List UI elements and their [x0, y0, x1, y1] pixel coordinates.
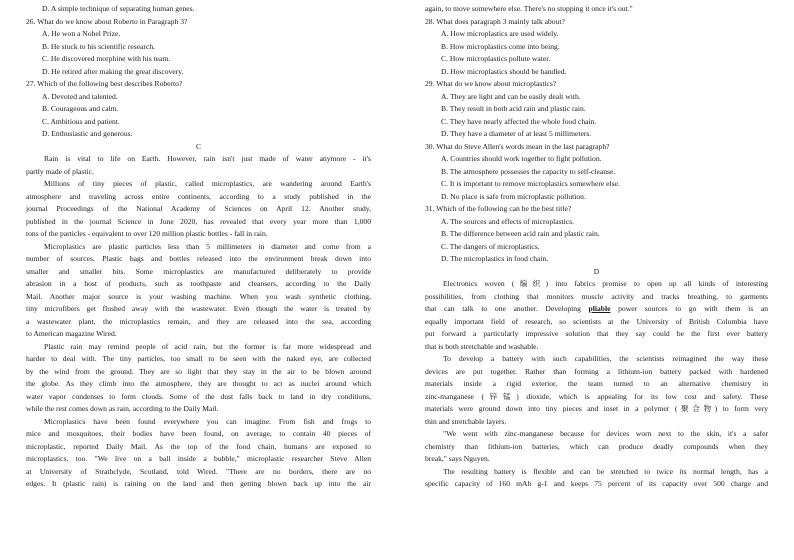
left-text-line: 26. What do we know about Roberto in Paragraph 3?: [26, 16, 188, 26]
left-text-line: D. A simple technique of separating human genes.: [42, 4, 195, 13]
left-text-line: B. He stuck to his scientific research.: [42, 41, 156, 51]
right-text-line: chemistry than lithium-ion batteries, which can produce deadly compounds when they: [425, 441, 768, 451]
left-text-line: atmosphere and traveling across entire continents, according to a study published in the: [26, 191, 371, 201]
right-text-line: C. They have nearly affected the whole food chain.: [441, 116, 597, 126]
left-text-line: Rain is vital to life on Earth. However, rain isn't just made of water anymore - it's: [44, 154, 371, 163]
right-text-line: A. How microplastics are used widely.: [441, 29, 559, 38]
highlighted-word: pliable: [588, 304, 611, 313]
right-text-line: D. They have a diameter of at least 5 millimeters.: [441, 129, 592, 138]
right-text-line: A. They are light and can be easily dealt with.: [441, 91, 581, 101]
left-text-line: B. Courageous and calm.: [42, 104, 119, 113]
left-text-line: at University of Strathclyde, Scotland, told Wired. "There are no borders, there are no: [26, 466, 371, 476]
right-text-line: C. How microplastics pollute water.: [441, 54, 551, 63]
left-text-line: journal Proceedings of the National Academy of Sciences on April 12. Another study,: [26, 204, 371, 213]
right-text-line: A. The sources and effects of microplastics.: [441, 216, 574, 226]
right-text-line: thin and stretchable layers.: [425, 416, 507, 426]
right-text-line: that can talk to one another. Developing pliable power sources to go with them is an: [425, 304, 768, 313]
right-text-line: C. It is important to remove microplastics somewhere else.: [441, 179, 620, 188]
right-text-line: specific capacity of 160 mAh g-1 and keeps 75 percent of its capacity over 500 charge and: [425, 479, 768, 488]
right-text-line: D. The microplastics in food chain.: [441, 254, 549, 263]
left-text-line: 27. Which of the following best describes Roberto?: [26, 79, 183, 88]
right-text-line: "We went with zinc-manganese because for devices worn next to the skin, it's a safer: [443, 429, 768, 438]
left-text-line: D. He retired after making the great discovery.: [42, 66, 184, 76]
left-text-line: A. Devoted and talented.: [42, 91, 118, 101]
left-text-line: harder to deal with. The tiny particles, too small to be seen with the naked eye, are collected: [26, 354, 371, 363]
right-text-line: 30. What do Steve Allen's words mean in the last paragraph?: [425, 141, 610, 151]
right-text-line: zinc-manganese (锌锰) dioxide, which is appealing for its low cost and safety. These: [425, 391, 768, 401]
right-text-line: B. The difference between acid rain and plastic rain.: [441, 229, 600, 238]
right-text-line: again, to move somewhere else. There's no stopping it once it's out.": [425, 4, 633, 13]
left-column: [26, 3, 371, 491]
left-text-line: Mail. Another major source is your washing machine. When you wash synthetic clothing,: [26, 291, 371, 301]
right-text-line: break," says Nguyen.: [425, 454, 490, 463]
left-text-line: edges. It (plastic rain) is raining on the land and then getting blown back up into the air: [26, 479, 371, 488]
right-text-line: The resulting battery is flexible and can be stretched to twice its normal length, has a: [443, 466, 768, 476]
right-text-line: B. How microplastics come into being.: [441, 41, 560, 51]
left-text-line: D. Enthusiastic and generous.: [42, 129, 133, 138]
left-text-line: abrasion in a host of products, such as toothpaste and cleansers, according to the Daily: [26, 279, 371, 288]
right-text-line: B. The atmosphere possesses the capacity to self-cleanse.: [441, 166, 616, 176]
left-text-line: Microplastics have been found everywhere you can imagine. From fish and frogs to: [44, 416, 371, 426]
right-text-line: that is both stretchable and washable.: [425, 341, 539, 351]
left-text-line: Plastic rain may remind people of acid rain, but the former is far more widespread and: [44, 341, 371, 351]
left-text-line: while the rest comes down as rain, according to the Daily Mail.: [26, 404, 219, 413]
left-text-line: a wastewater plant, the microplastics remain, and they are released into the sea, according: [26, 316, 371, 326]
right-text-line: To develop a battery with such capabilities, the scientists reimagined the way these: [443, 354, 768, 363]
right-text-line: equally important field of research, so scientists at the University of British Columbia have: [425, 316, 768, 326]
right-text-line: materials inside a rigid exterior, the team turned to an alternative chemistry in: [425, 379, 768, 388]
right-column: [425, 3, 768, 491]
left-text-line: tons of the particles - equivalent to over 120 million plastic bottles - fall in rain.: [26, 229, 268, 238]
left-text-line: water vapor condenses to form clouds. Some of the dust falls back to land in dry conditions,: [26, 391, 371, 401]
left-text-line: to American magazine Wired.: [26, 329, 117, 338]
left-text-line: the globe. As they climb into the atmosphere, they are thought to act as nuclei around which: [26, 379, 371, 388]
left-text-line: C. He discovered morphine with his team.: [42, 54, 171, 63]
left-text-line: A. He won a Nobel Prize.: [42, 29, 121, 38]
right-section-heading: D: [593, 266, 600, 276]
right-text-line: C. The dangers of microplastics.: [441, 241, 540, 251]
right-text-line: Electronics woven (编织) into fabrics promise to open up all kinds of interesting: [443, 279, 768, 288]
right-text-line: D. How microplastics should be handled.: [441, 66, 567, 76]
left-text-line: tiny microfibers get flushed away with the wastewater. Even though the water is treated by: [26, 304, 371, 313]
right-text-line: put forward a particularly impressive solution that they say could be the first ever battery: [425, 329, 768, 338]
left-text-line: C. Ambitious and patient.: [42, 116, 120, 126]
right-text-line: B. They result in both acid rain and plastic rain.: [441, 104, 586, 113]
left-text-line: microplastic, reported Daily Mail. As the top of the food chain, humans are exposed to: [26, 441, 371, 451]
left-text-line: mice and mosquitoes, their bodies have been found, on average, to contain 40 pieces of: [26, 429, 371, 438]
left-text-line: Millions of tiny pieces of plastic, called microplastics, are wandering around Earth's: [44, 179, 371, 188]
right-text-line: devices are put together. Rather than forming a lithium-ion battery packed with hardened: [425, 366, 768, 376]
left-section-heading: C: [195, 141, 202, 151]
right-text-line: possibilities, from clothing that monitors muscle activity and tracks breathing, to garments: [425, 291, 768, 301]
right-text-line: materials were ground down into tiny pieces and inset in a polymer (聚合物) to form very: [425, 404, 768, 413]
right-text-line: 31. Which of the following can be the best title?: [425, 204, 572, 213]
right-text-line: D. No place is safe from microplastic pollution.: [441, 191, 586, 201]
left-text-line: microplastics, too. "We live on a ball inside a bubble," microplastic researcher Steve Allen: [26, 454, 371, 463]
left-text-line: number of sources. Plastic bags and bottles released into the environment break down into: [26, 254, 371, 263]
left-text-line: published in the journal Science in June 2020, has revealed that every year more than 1,000: [26, 216, 371, 226]
left-text-line: partly made of plastic.: [26, 166, 94, 176]
left-text-line: by the wind from the ground. They are so light that they stay in the air to be blown around: [26, 366, 371, 376]
left-text-line: Microplastics are plastic particles less than 5 millimeters in diameter and come from a: [44, 241, 371, 251]
right-text-line: 28. What does paragraph 3 mainly talk about?: [425, 16, 565, 26]
right-text-line: 29. What do we know about microplastics?: [425, 79, 557, 88]
left-text-line: smaller and smaller bits. Some microplastics are manufactured deliberately to provide: [26, 266, 371, 276]
right-text-line: A. Countries should work together to fight pollution.: [441, 154, 602, 163]
